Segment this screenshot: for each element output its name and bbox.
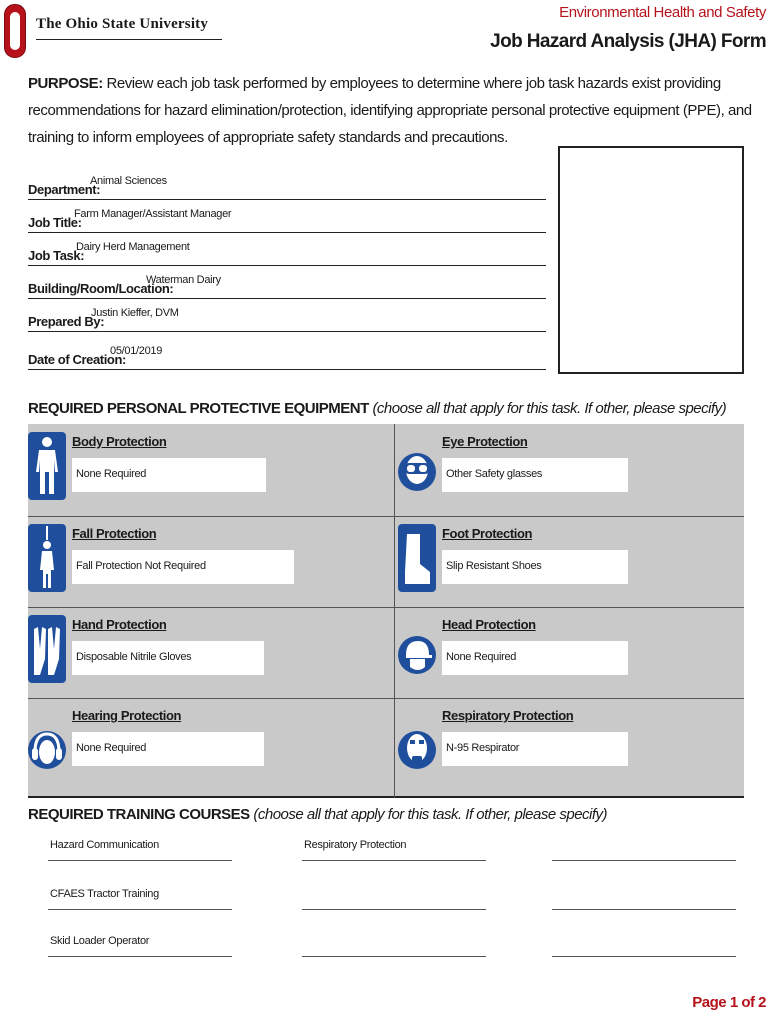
page-number: Page 1 of 2	[692, 994, 766, 1011]
ppe-respiratory	[398, 698, 738, 778]
foot-protection-value[interactable]: Slip Resistant Shoes	[442, 550, 628, 584]
job-task-value: Dairy Herd Management	[76, 241, 190, 253]
respirator-icon	[398, 706, 436, 774]
purpose-text: Review each job task performed by employees to determine where job task hazards exist providing recommendations for hazard elimination/protection, identifying appropriate personal protective equipment (PPE), and training to inform employees of appropriate safety standards and precautions.	[28, 75, 752, 146]
prepared-by-label: Prepared By:	[28, 314, 105, 329]
job-title-value: Farm Manager/Assistant Manager	[74, 208, 232, 220]
head-protection-label: Head Protection	[442, 617, 536, 632]
date-value: 05/01/2019	[110, 345, 163, 357]
ppe-head	[398, 607, 738, 687]
training-course[interactable]	[302, 888, 486, 910]
department-field[interactable]	[28, 170, 546, 200]
training-title: REQUIRED TRAINING COURSES	[28, 806, 250, 823]
header-right	[490, 4, 766, 53]
training-course[interactable]: Hazard Communication	[48, 839, 232, 861]
training-course[interactable]: Respiratory Protection	[302, 839, 486, 861]
goggles-icon	[398, 432, 436, 500]
ppe-section-title	[28, 400, 726, 417]
eye-protection-label: Eye Protection	[442, 434, 528, 449]
training-course[interactable]: Skid Loader Operator	[48, 935, 232, 957]
form-title: Job Hazard Analysis (JHA) Form	[490, 31, 766, 52]
job-title-label: Job Title:	[28, 215, 82, 230]
photo-box[interactable]	[558, 146, 744, 374]
department-label: Department:	[28, 182, 101, 197]
foot-protection-label: Foot Protection	[442, 526, 533, 541]
ppe-subtitle: (choose all that apply for this task. If other, please specify)	[372, 400, 727, 417]
ppe-title: REQUIRED PERSONAL PROTECTIVE EQUIPMENT	[28, 400, 369, 417]
ppe-divider-vertical	[394, 424, 395, 798]
ppe-fall	[28, 516, 368, 596]
training-course[interactable]	[552, 839, 736, 861]
training-section-title	[28, 806, 607, 823]
ppe-hand	[28, 607, 368, 687]
purpose-statement	[28, 70, 754, 151]
department-heading: Environmental Health and Safety	[559, 4, 766, 21]
respiratory-protection-label: Respiratory Protection	[442, 708, 574, 723]
ppe-foot	[398, 516, 738, 596]
eye-protection-value[interactable]: Other Safety glasses	[442, 458, 628, 492]
prepared-by-value: Justin Kieffer, DVM	[91, 307, 179, 319]
ppe-hearing	[28, 698, 368, 778]
university-name: The Ohio State University	[36, 16, 222, 40]
training-course[interactable]: CFAES Tractor Training	[48, 888, 232, 910]
body-protection-label: Body Protection	[72, 434, 167, 449]
ppe-eye	[398, 424, 738, 504]
job-title-field[interactable]	[28, 203, 546, 233]
gloves-icon	[28, 615, 66, 683]
hearing-protection-label: Hearing Protection	[72, 708, 182, 723]
hand-protection-label: Hand Protection	[72, 617, 167, 632]
hearing-protection-value[interactable]: None Required	[72, 732, 264, 766]
head-protection-value[interactable]: None Required	[442, 641, 628, 675]
body-suit-icon	[28, 432, 66, 500]
job-task-field[interactable]	[28, 236, 546, 266]
ppe-body	[28, 424, 368, 504]
department-value: Animal Sciences	[90, 175, 167, 187]
location-field[interactable]	[28, 269, 546, 299]
harness-icon	[28, 524, 66, 592]
block-o-icon	[4, 4, 26, 58]
job-task-label: Job Task:	[28, 248, 85, 263]
purpose-label: PURPOSE:	[28, 75, 103, 92]
date-field[interactable]	[28, 340, 546, 370]
hard-hat-icon	[398, 615, 436, 683]
location-label: Building/Room/Location:	[28, 281, 174, 296]
date-label: Date of Creation:	[28, 352, 126, 367]
hand-protection-value[interactable]: Disposable Nitrile Gloves	[72, 641, 264, 675]
body-protection-value[interactable]: None Required	[72, 458, 266, 492]
university-logo	[4, 4, 209, 58]
training-course[interactable]	[552, 888, 736, 910]
location-value: Waterman Dairy	[146, 274, 221, 286]
ear-muffs-icon	[28, 706, 66, 774]
fall-protection-value[interactable]: Fall Protection Not Required	[72, 550, 294, 584]
respiratory-protection-value[interactable]: N-95 Respirator	[442, 732, 628, 766]
training-subtitle: (choose all that apply for this task. If other, please specify)	[253, 806, 608, 823]
training-course[interactable]	[302, 935, 486, 957]
boot-icon	[398, 524, 436, 592]
fall-protection-label: Fall Protection	[72, 526, 157, 541]
training-course[interactable]	[552, 935, 736, 957]
prepared-by-field[interactable]	[28, 302, 546, 332]
